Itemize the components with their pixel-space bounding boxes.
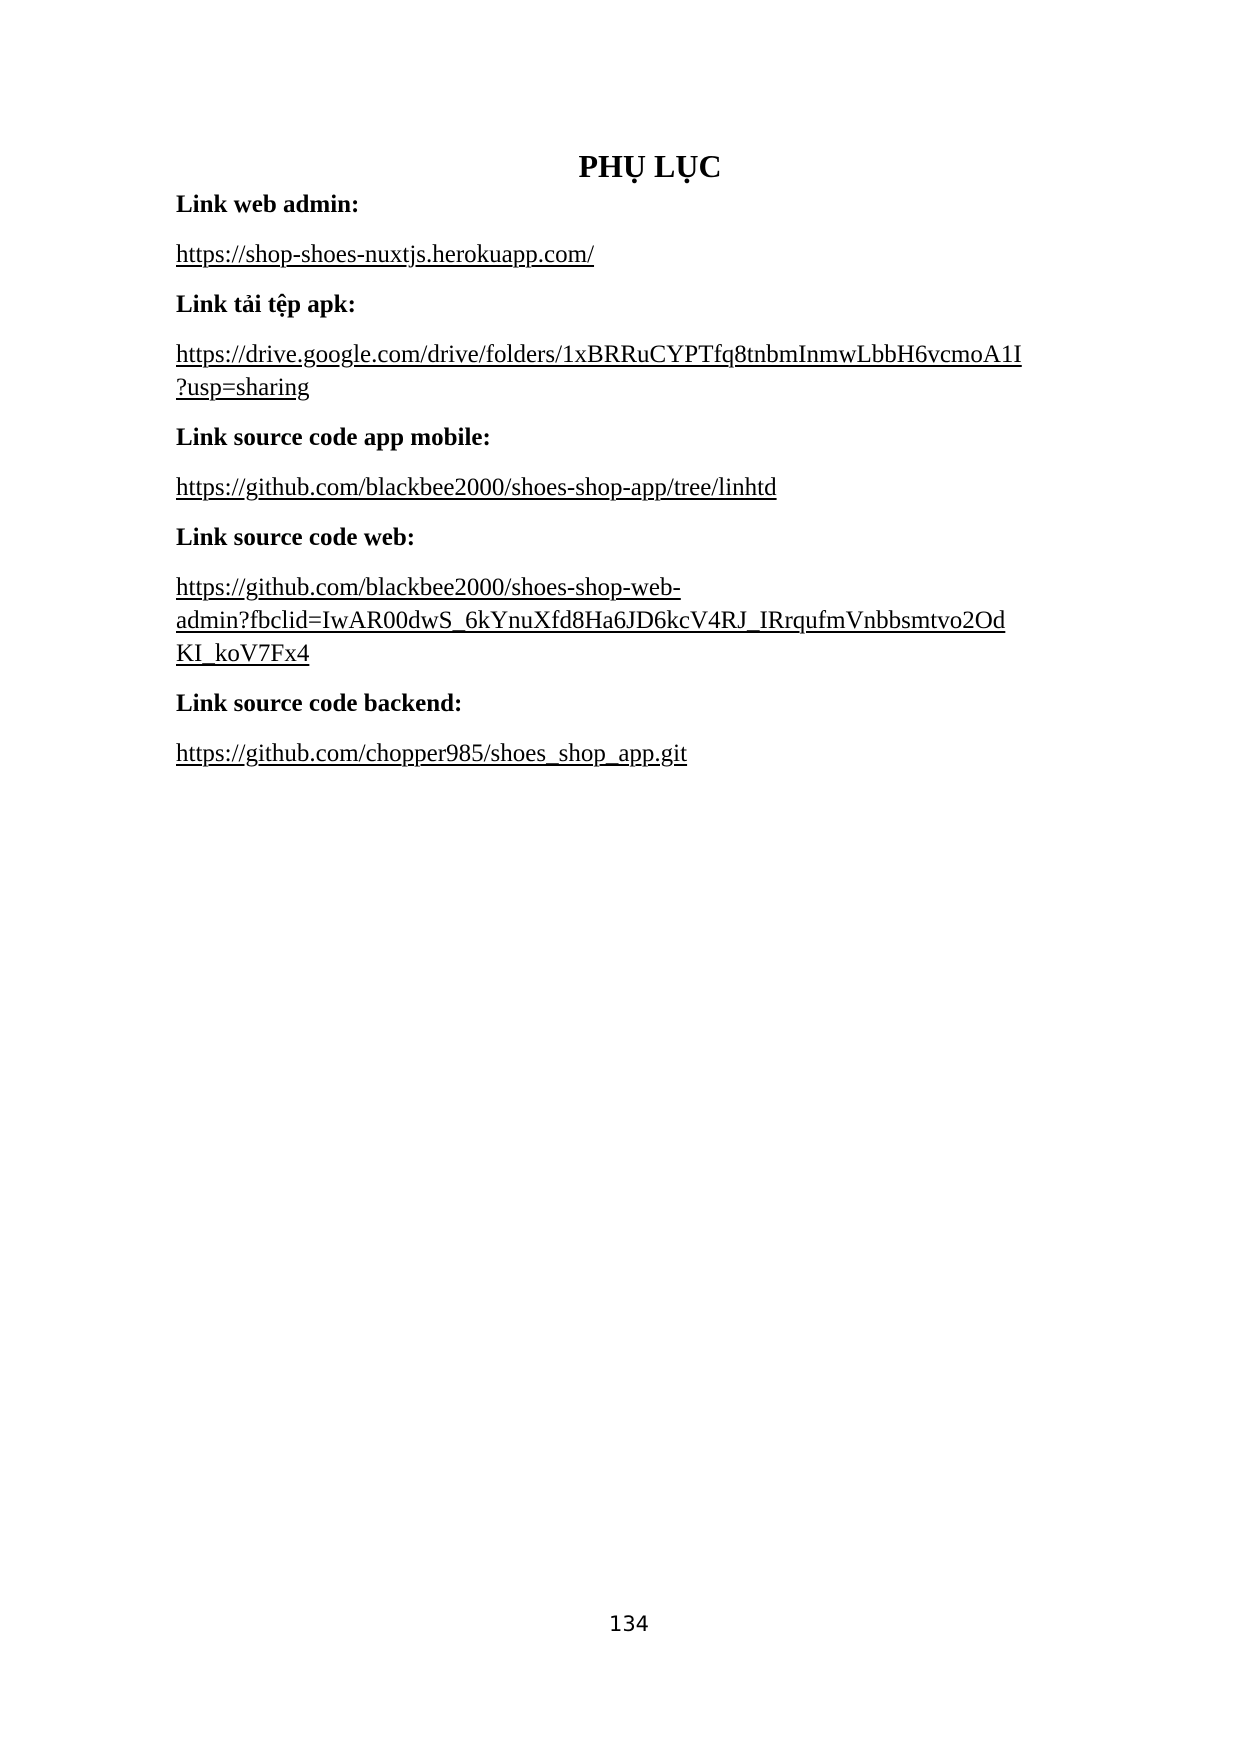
link-source-web[interactable] [176, 571, 1096, 670]
link-source-backend[interactable]: https://github.com/chopper985/shoes_shop_app.git [176, 740, 688, 767]
link-apk-download[interactable] [176, 338, 1096, 404]
page-title: PHỤ LỤC [578, 148, 722, 184]
link-apk-download-line-1[interactable]: https://drive.google.com/drive/folders/1xBRRuCYPTfq8tnbmInmwLbbH6vcmoA1I [176, 341, 1022, 368]
page-number: 134 [608, 1612, 650, 1636]
link-source-web-line-1[interactable]: https://github.com/blackbee2000/shoes-shop-web- [176, 574, 681, 601]
heading-source-backend: Link source code backend: [176, 690, 463, 717]
heading-apk-download: Link tải tệp apk: [176, 291, 356, 318]
link-web-admin[interactable]: https://shop-shoes-nuxtjs.herokuapp.com/ [176, 241, 595, 268]
link-source-web-line-3[interactable]: KI_koV7Fx4 [176, 640, 310, 667]
link-source-app-mobile[interactable]: https://github.com/blackbee2000/shoes-shop-app/tree/linhtd [176, 474, 777, 501]
heading-source-app-mobile: Link source code app mobile: [176, 424, 491, 451]
link-apk-download-line-2[interactable]: ?usp=sharing [176, 374, 310, 401]
heading-source-web: Link source code web: [176, 524, 416, 551]
link-source-web-line-2[interactable]: admin?fbclid=IwAR00dwS_6kYnuXfd8Ha6JD6kcV4RJ_IRrqufmVnbbsmtvo2Od [176, 607, 1006, 634]
heading-web-admin: Link web admin: [176, 191, 360, 218]
